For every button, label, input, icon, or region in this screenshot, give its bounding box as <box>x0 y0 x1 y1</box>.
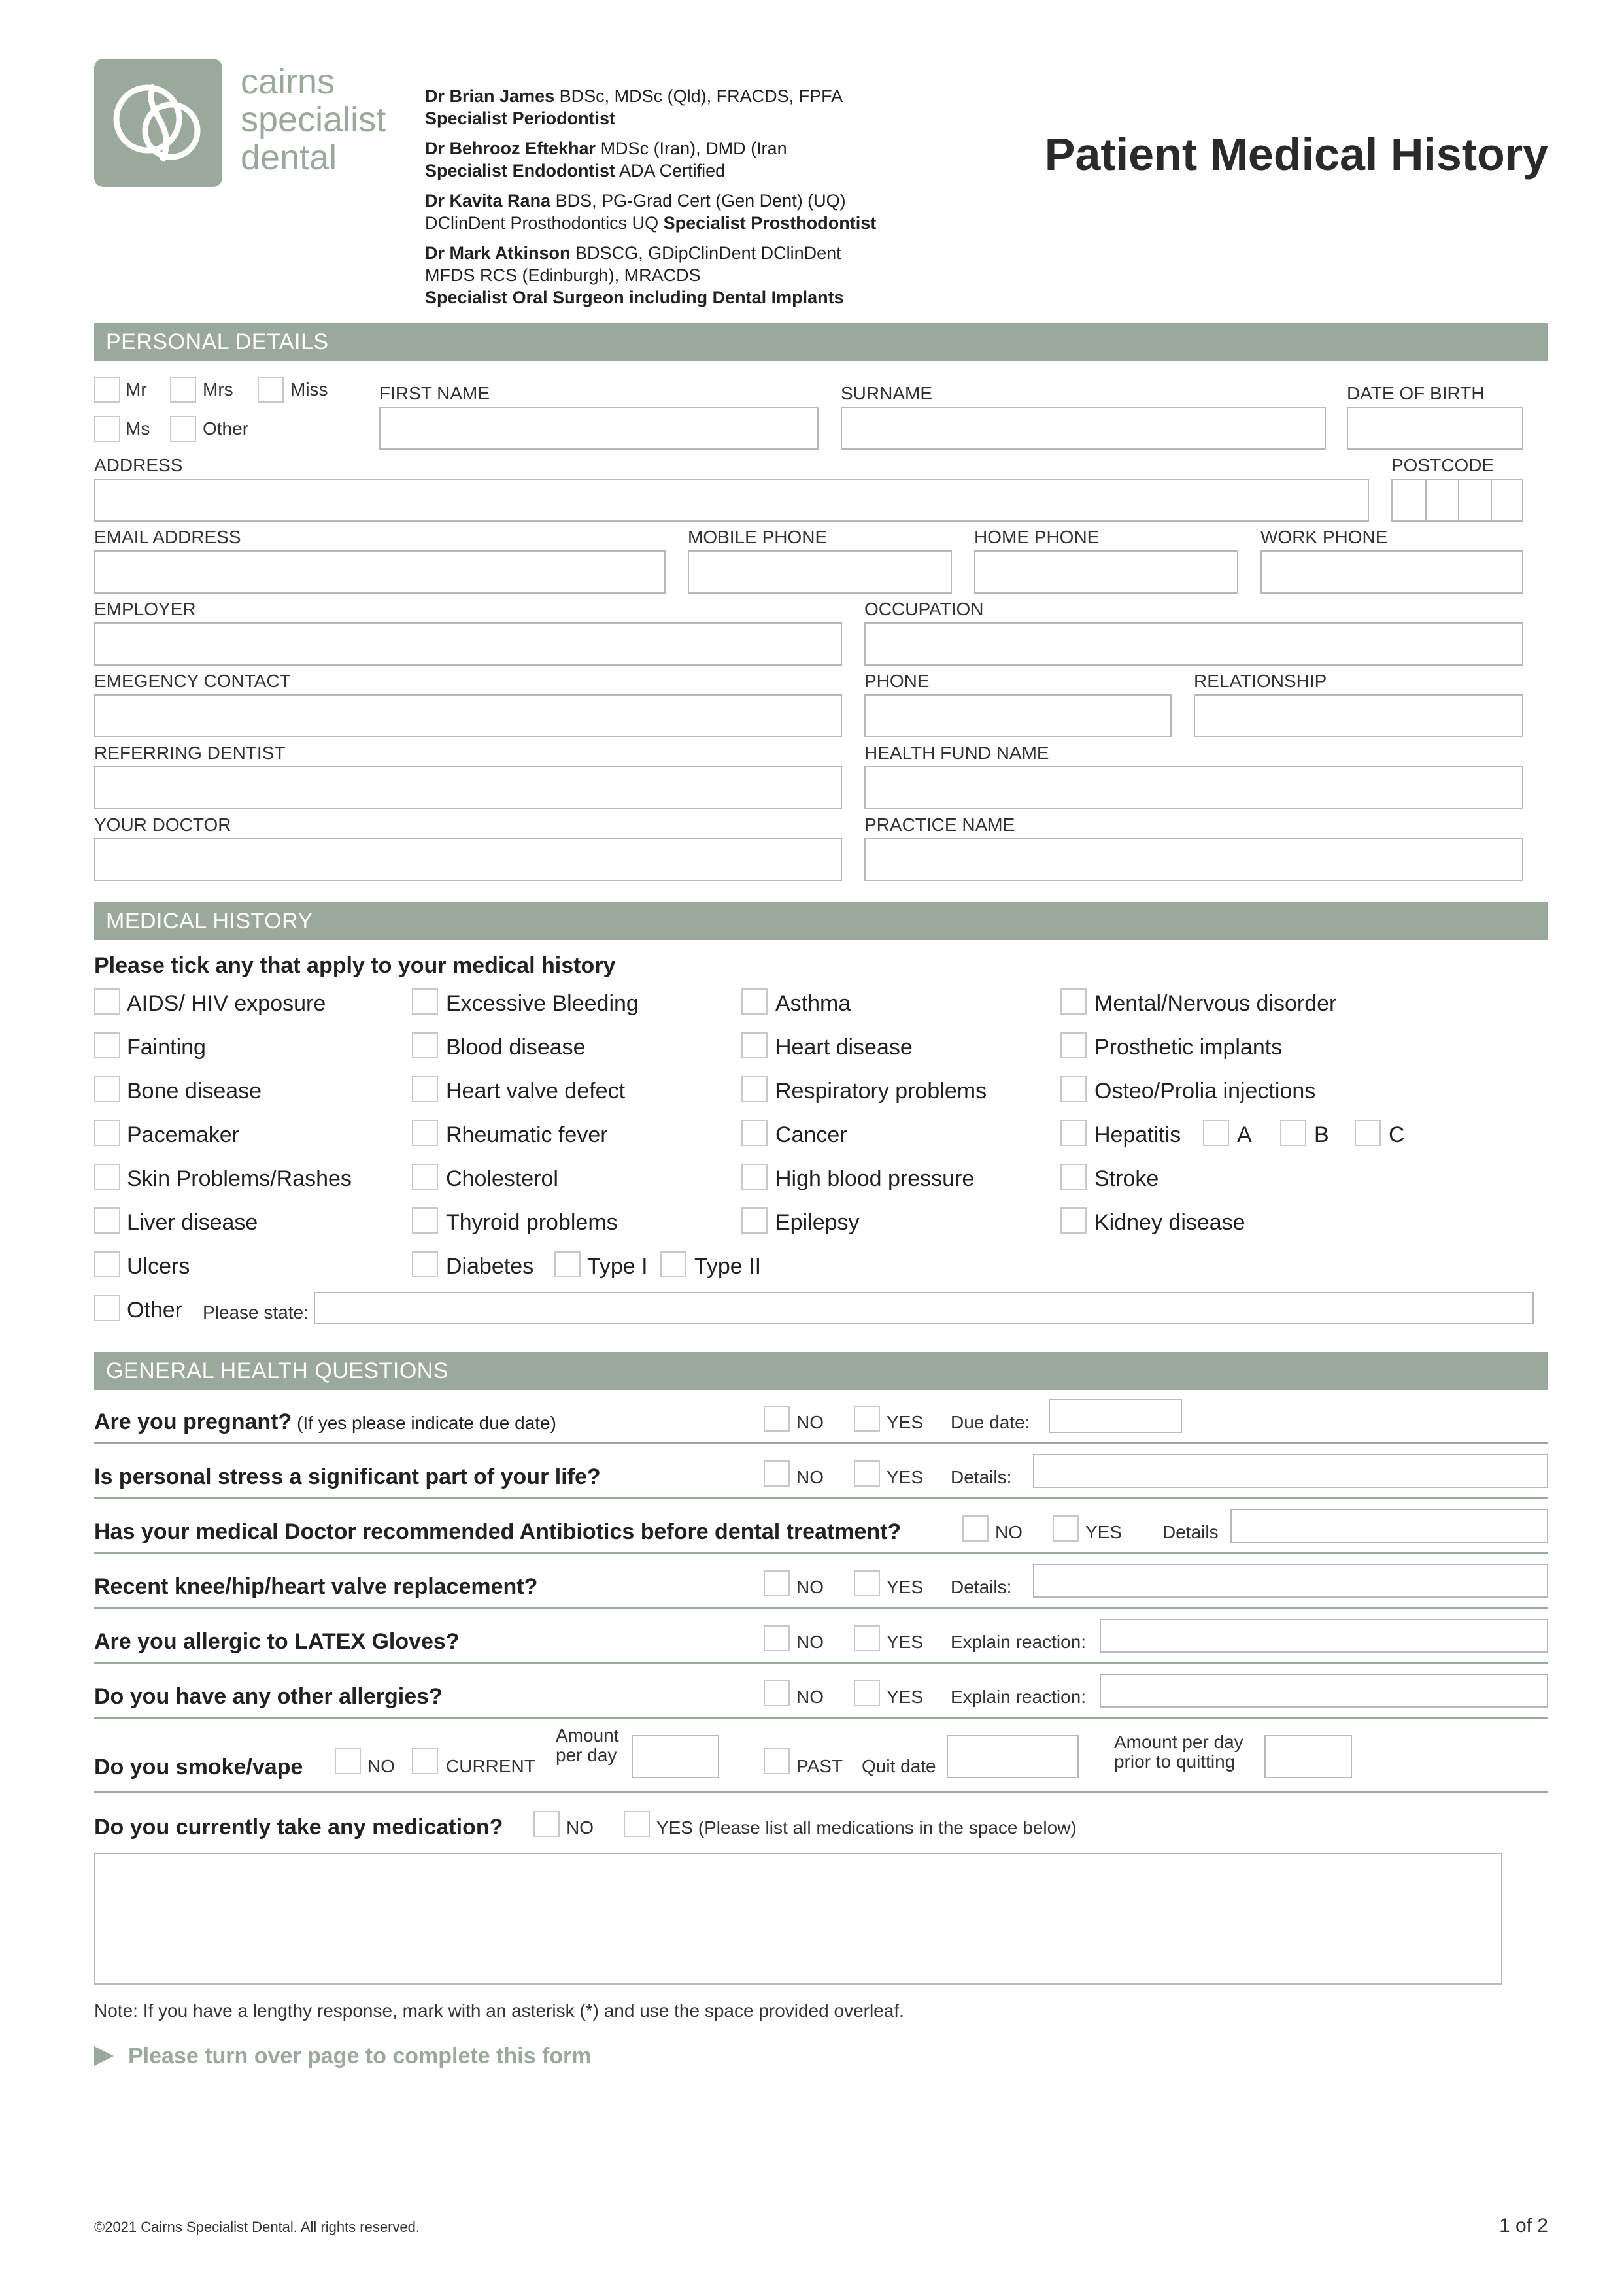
referring-dentist-field[interactable] <box>94 766 842 809</box>
stress-no-checkbox[interactable] <box>764 1460 790 1487</box>
dentist-cert: ADA Certified <box>615 161 726 180</box>
postcode-label: POSTCODE <box>1391 455 1495 475</box>
cond-label: Cancer <box>775 1122 847 1147</box>
cond-checkbox[interactable] <box>1060 1164 1087 1190</box>
postcode-divider <box>1458 480 1459 520</box>
mobile-label: MOBILE PHONE <box>688 527 828 547</box>
cond-label: Pacemaker <box>127 1122 239 1147</box>
latex-no-checkbox[interactable] <box>764 1625 790 1651</box>
divider <box>94 1497 1548 1499</box>
logo-mark-icon <box>94 59 222 187</box>
cond-checkbox[interactable] <box>94 1207 120 1234</box>
q-stress: Is personal stress a significant part of your life? <box>94 1464 601 1489</box>
logo-line: dental <box>241 138 337 177</box>
diabetes-type2-label: Type II <box>694 1254 762 1279</box>
page-number: 1 of 2 <box>1498 2215 1548 2236</box>
yes-label: YES <box>887 1467 924 1487</box>
antibiotics-yes-checkbox[interactable] <box>1053 1515 1079 1542</box>
arrow-icon <box>94 2046 114 2069</box>
other-label: Other <box>127 1298 183 1323</box>
health-fund-field[interactable] <box>864 766 1523 809</box>
cond-checkbox[interactable] <box>741 1032 768 1058</box>
no-label: NO <box>995 1522 1023 1542</box>
health-fund-label: HEALTH FUND NAME <box>864 743 1049 763</box>
email-field[interactable] <box>94 550 666 594</box>
details-label: Details: <box>951 1577 1012 1597</box>
cond-label: Rheumatic fever <box>446 1122 608 1147</box>
cond-checkbox[interactable] <box>412 1032 438 1058</box>
cond-label: Asthma <box>775 991 851 1016</box>
amount-line: Amount <box>556 1725 619 1746</box>
per-day-line: per day <box>556 1745 617 1765</box>
title-mr-checkbox[interactable] <box>94 377 120 403</box>
cond-label: Prosthetic implants <box>1094 1035 1283 1060</box>
cond-label: Skin Problems/Rashes <box>127 1166 352 1191</box>
divider <box>94 1662 1548 1664</box>
home-phone-field[interactable] <box>974 550 1238 594</box>
cond-checkbox[interactable] <box>412 1076 438 1102</box>
cond-label: Diabetes <box>446 1254 534 1279</box>
dentist-name: Dr Behrooz Eftekhar <box>425 139 596 158</box>
dentist-quals: BDSCG, GDipClinDent DClinDent <box>570 243 841 263</box>
due-date-field[interactable] <box>1049 1399 1182 1433</box>
dentist-2 <box>425 137 787 182</box>
cond-label: Excessive Bleeding <box>446 991 639 1016</box>
cond-checkbox[interactable] <box>412 1251 438 1277</box>
hepatitis-a-label: A <box>1237 1122 1252 1147</box>
replacement-yes-checkbox[interactable] <box>854 1570 880 1596</box>
no-label: NO <box>796 1687 824 1707</box>
title-miss-label: Miss <box>290 379 328 399</box>
allergies-reaction-field[interactable] <box>1100 1674 1548 1708</box>
no-label: NO <box>796 1412 824 1432</box>
replacement-no-checkbox[interactable] <box>764 1570 790 1596</box>
postcode-divider <box>1491 480 1492 520</box>
medications-textarea[interactable] <box>94 1853 1502 1985</box>
cond-checkbox[interactable] <box>412 988 438 1015</box>
medication-yes-label: YES (Please list all medications in the space below) <box>656 1817 1077 1838</box>
hepatitis-c-checkbox[interactable] <box>1355 1120 1381 1146</box>
cond-label: Stroke <box>1094 1166 1159 1191</box>
q-smoke: Do you smoke/vape <box>94 1755 303 1780</box>
practice-name-field[interactable] <box>864 838 1523 881</box>
cond-checkbox[interactable] <box>94 1032 120 1058</box>
cond-label: Osteo/Prolia injections <box>1094 1079 1316 1104</box>
stress-details-field[interactable] <box>1033 1454 1548 1488</box>
cond-checkbox[interactable] <box>94 1251 120 1277</box>
current-label: CURRENT <box>446 1756 535 1776</box>
antibiotics-no-checkbox[interactable] <box>962 1515 989 1542</box>
cond-checkbox[interactable] <box>1060 1076 1087 1102</box>
cond-label: Thyroid problems <box>446 1210 618 1235</box>
first-name-label: FIRST NAME <box>379 383 490 403</box>
relationship-field[interactable] <box>1194 694 1523 737</box>
cond-checkbox[interactable] <box>1060 1032 1087 1058</box>
smoke-past-checkbox[interactable] <box>764 1748 790 1774</box>
employer-label: EMPLOYER <box>94 599 196 619</box>
q-replacement: Recent knee/hip/heart valve replacement? <box>94 1574 538 1599</box>
turn-over-text: Please turn over page to complete this form <box>128 2044 592 2068</box>
prior-amount-field[interactable] <box>1264 1735 1352 1778</box>
postcode-divider <box>1425 480 1427 520</box>
dentist-name: Dr Mark Atkinson <box>425 243 571 263</box>
cond-label: Cholesterol <box>446 1166 558 1191</box>
referring-dentist-label: REFERRING DENTIST <box>94 743 286 763</box>
cond-checkbox[interactable] <box>412 1164 438 1190</box>
cond-label: Kidney disease <box>1094 1210 1245 1235</box>
title-other-label: Other <box>203 418 249 439</box>
q-latex: Are you allergic to LATEX Gloves? <box>94 1629 460 1654</box>
please-state-label: Please state: <box>203 1302 309 1323</box>
amount-prior-line2: prior to quitting <box>1114 1751 1236 1772</box>
section-medical-history: MEDICAL HISTORY <box>94 902 1548 940</box>
cond-label: Bone disease <box>127 1079 262 1104</box>
quit-date-label: Quit date <box>862 1756 936 1776</box>
amount-prior-line1: Amount per day <box>1114 1732 1243 1752</box>
work-phone-label: WORK PHONE <box>1260 527 1388 547</box>
employer-field[interactable] <box>94 622 842 666</box>
title-ms-label: Ms <box>126 418 150 439</box>
no-label: NO <box>796 1577 824 1597</box>
hepatitis-a-checkbox[interactable] <box>1203 1120 1229 1146</box>
q-medication: Do you currently take any medication? <box>94 1815 503 1840</box>
amount-prior-label <box>1114 1732 1243 1772</box>
divider <box>94 1791 1548 1793</box>
dentist-specialty: Specialist Periodontist <box>425 109 616 128</box>
dentist-quals: BDS, PG-Grad Cert (Gen Dent) (UQ) <box>550 191 846 211</box>
medication-yes-checkbox[interactable] <box>624 1811 650 1837</box>
cond-label: Mental/Nervous disorder <box>1094 991 1337 1016</box>
title-miss-checkbox[interactable] <box>258 377 284 403</box>
latex-yes-checkbox[interactable] <box>854 1625 880 1651</box>
medical-instruction: Please tick any that apply to your medical history <box>94 953 616 978</box>
hepatitis-b-label: B <box>1314 1122 1329 1147</box>
cond-label: High blood pressure <box>775 1166 975 1191</box>
logo-line: cairns <box>241 62 335 101</box>
cond-label: Ulcers <box>127 1254 190 1279</box>
cond-checkbox[interactable] <box>741 1076 768 1102</box>
hepatitis-b-checkbox[interactable] <box>1280 1120 1306 1146</box>
diabetes-type1-label: Type I <box>587 1254 648 1279</box>
page-title: Patient Medical History <box>1044 129 1548 180</box>
emergency-contact-field[interactable] <box>94 694 842 737</box>
replacement-details-field[interactable] <box>1033 1564 1548 1598</box>
dob-label: DATE OF BIRTH <box>1347 383 1485 403</box>
cond-checkbox[interactable] <box>741 988 768 1015</box>
other-checkbox[interactable] <box>94 1295 120 1321</box>
pregnant-yes-checkbox[interactable] <box>854 1406 880 1432</box>
title-mrs-checkbox[interactable] <box>170 377 196 403</box>
title-mrs-label: Mrs <box>203 379 233 399</box>
dentist-quals-2: DClinDent Prosthodontics UQ <box>425 213 664 233</box>
emergency-contact-label: EMEGENCY CONTACT <box>94 671 291 691</box>
past-label: PAST <box>796 1756 843 1776</box>
dentist-quals: BDSc, MDSc (Qld), FRACDS, FPFA <box>554 86 843 106</box>
diabetes-type1-checkbox[interactable] <box>554 1251 581 1277</box>
q-antibiotics: Has your medical Doctor recommended Antibiotics before dental treatment? <box>94 1519 902 1544</box>
dentist-1 <box>425 85 843 129</box>
occupation-label: OCCUPATION <box>864 599 984 619</box>
cond-checkbox[interactable] <box>1060 1207 1087 1234</box>
cond-checkbox[interactable] <box>94 1076 120 1102</box>
occupation-field[interactable] <box>864 622 1523 666</box>
cond-label: Liver disease <box>127 1210 258 1235</box>
address-label: ADDRESS <box>94 455 183 475</box>
cond-label: AIDS/ HIV exposure <box>127 991 326 1016</box>
yes-label: YES <box>887 1632 924 1652</box>
cond-checkbox[interactable] <box>412 1120 438 1146</box>
title-ms-checkbox[interactable] <box>94 416 120 442</box>
cond-checkbox[interactable] <box>412 1207 438 1234</box>
dentist-4 <box>425 242 844 309</box>
dentist-specialty: Specialist Prosthodontist <box>663 213 877 233</box>
section-general-health: GENERAL HEALTH QUESTIONS <box>94 1352 1548 1390</box>
diabetes-type2-checkbox[interactable] <box>660 1251 686 1277</box>
no-label: NO <box>566 1817 594 1838</box>
yes-label: YES <box>1085 1522 1123 1542</box>
mobile-field[interactable] <box>688 550 952 594</box>
cond-checkbox[interactable] <box>1060 988 1087 1015</box>
no-label: NO <box>796 1632 824 1652</box>
cond-checkbox[interactable] <box>1060 1120 1087 1146</box>
title-other-checkbox[interactable] <box>170 416 196 442</box>
title-mr-label: Mr <box>126 379 147 399</box>
cond-checkbox[interactable] <box>741 1164 768 1190</box>
details-label: Details <box>1162 1522 1219 1542</box>
logo-line: specialist <box>241 100 386 139</box>
dentist-specialty: Specialist Endodontist <box>425 161 616 180</box>
pregnant-no-checkbox[interactable] <box>764 1406 790 1432</box>
work-phone-field[interactable] <box>1260 550 1523 594</box>
home-phone-label: HOME PHONE <box>974 527 1100 547</box>
allergies-yes-checkbox[interactable] <box>854 1680 880 1706</box>
explain-reaction-label: Explain reaction: <box>951 1632 1087 1652</box>
emergency-phone-label: PHONE <box>864 671 930 691</box>
no-label: NO <box>367 1756 395 1776</box>
dentist-name: Dr Kavita Rana <box>425 191 551 211</box>
no-label: NO <box>796 1467 824 1487</box>
logo-wordmark <box>241 63 386 177</box>
cond-label: Hepatitis <box>1094 1122 1181 1147</box>
q-pregnant-sub: (If yes please indicate due date) <box>292 1413 556 1433</box>
logo <box>94 59 222 187</box>
cond-label: Blood disease <box>446 1035 586 1060</box>
first-name-field[interactable] <box>379 407 819 450</box>
dentist-quals: MDSc (Iran), DMD (Iran <box>596 139 787 158</box>
divider <box>94 1552 1548 1554</box>
yes-label: YES <box>887 1577 924 1597</box>
cond-checkbox[interactable] <box>741 1120 768 1146</box>
surname-label: SURNAME <box>841 383 933 403</box>
relationship-label: RELATIONSHIP <box>1194 671 1327 691</box>
address-field[interactable] <box>94 479 1369 522</box>
antibiotics-details-field[interactable] <box>1230 1509 1548 1543</box>
email-label: EMAIL ADDRESS <box>94 527 241 547</box>
other-state-field[interactable] <box>314 1292 1534 1324</box>
explain-reaction-label: Explain reaction: <box>951 1687 1087 1707</box>
emergency-phone-field[interactable] <box>864 694 1172 737</box>
hepatitis-c-label: C <box>1389 1122 1405 1147</box>
quit-date-field[interactable] <box>947 1735 1079 1778</box>
q-pregnant-text: Are you pregnant? <box>94 1409 292 1434</box>
current-amount-field[interactable] <box>632 1735 719 1778</box>
cond-checkbox[interactable] <box>741 1207 768 1234</box>
smoke-no-checkbox[interactable] <box>335 1748 361 1774</box>
cond-label: Respiratory problems <box>775 1079 987 1104</box>
q-pregnant <box>94 1409 556 1435</box>
postcode-field[interactable] <box>1391 479 1523 522</box>
dentist-3 <box>425 190 876 234</box>
surname-field[interactable] <box>841 407 1326 450</box>
yes-label: YES <box>887 1687 924 1707</box>
divider <box>94 1717 1548 1719</box>
cond-label: Fainting <box>127 1035 206 1060</box>
dob-field[interactable] <box>1347 407 1523 450</box>
yes-label: YES <box>887 1412 924 1432</box>
divider <box>94 1442 1548 1444</box>
practice-name-label: PRACTICE NAME <box>864 815 1015 835</box>
cond-label: Heart disease <box>775 1035 913 1060</box>
amount-per-day-label <box>556 1726 619 1765</box>
details-label: Details: <box>951 1467 1012 1487</box>
q-allergies: Do you have any other allergies? <box>94 1684 443 1709</box>
allergies-no-checkbox[interactable] <box>764 1680 790 1706</box>
cond-checkbox[interactable] <box>94 988 120 1015</box>
divider <box>94 1607 1548 1609</box>
your-doctor-label: YOUR DOCTOR <box>94 815 231 835</box>
your-doctor-field[interactable] <box>94 838 842 881</box>
medication-no-checkbox[interactable] <box>533 1811 560 1837</box>
dentist-specialty: Specialist Oral Surgeon including Dental Implants <box>425 288 844 307</box>
latex-reaction-field[interactable] <box>1100 1619 1548 1653</box>
smoke-current-checkbox[interactable] <box>412 1748 438 1774</box>
cond-label: Epilepsy <box>775 1210 860 1235</box>
section-personal-details: PERSONAL DETAILS <box>94 323 1548 361</box>
copyright: ©2021 Cairns Specialist Dental. All rights reserved. <box>94 2219 420 2235</box>
dentist-quals-2: MFDS RCS (Edinburgh), MRACDS <box>425 265 701 285</box>
cond-checkbox[interactable] <box>94 1120 120 1146</box>
dentist-name: Dr Brian James <box>425 86 555 106</box>
cond-label: Heart valve defect <box>446 1079 626 1104</box>
cond-checkbox[interactable] <box>94 1164 120 1190</box>
note-text: Note: If you have a lengthy response, mark with an asterisk (*) and use the space provided overleaf. <box>94 2000 904 2021</box>
due-date-label: Due date: <box>951 1412 1030 1432</box>
stress-yes-checkbox[interactable] <box>854 1460 880 1487</box>
